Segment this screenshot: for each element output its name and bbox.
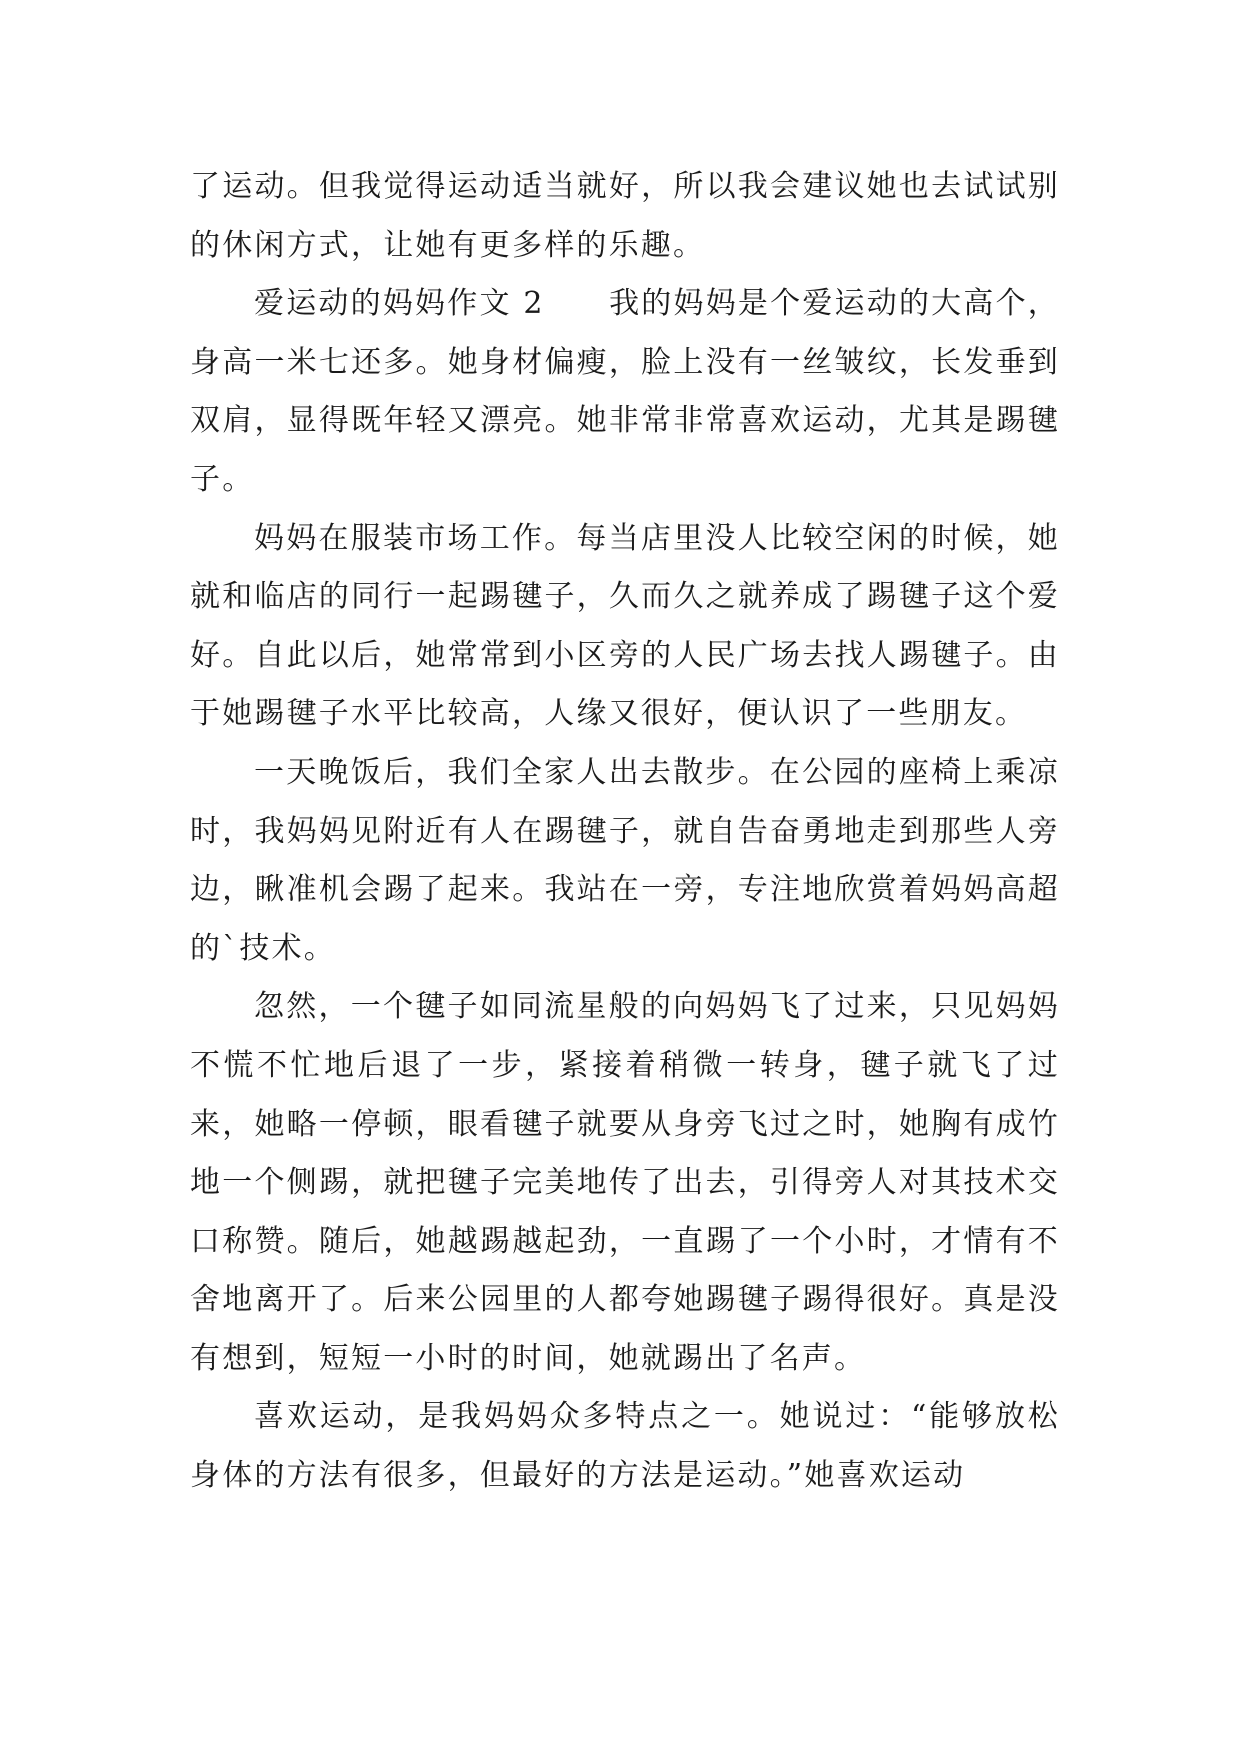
paragraph-4: 一天晚饭后，我们全家人出去散步。在公园的座椅上乘凉时，我妈妈见附近有人在踢毽子，就自告奋勇地走到那些人旁边，瞅准机会踢了起来。我站在一旁，专注地欣赏着妈妈高超的`技术。: [190, 754, 1060, 966]
paragraph-1: 了运动。但我觉得运动适当就好，所以我会建议她也去试试别的休闲方式，让她有更多样的乐趣。: [190, 169, 1060, 263]
paragraph-2: 爱运动的妈妈作文 2 我的妈妈是个爱运动的大高个，身高一米七还多。她身材偏瘦，脸上没有一丝皱纹，长发垂到双肩，显得既年轻又漂亮。她非常非常喜欢运动，尤其是踢毽子。: [190, 286, 1060, 497]
essay-body: [190, 158, 1060, 1506]
paragraph-5: 忽然，一个毽子如同流星般的向妈妈飞了过来，只见妈妈不慌不忙地后退了一步，紧接着稍微一转身，毽子就飞了过来，她略一停顿，眼看毽子就要从身旁飞过之时，她胸有成竹地一个侧踢，就把毽子完美地传了出去，引得旁人对其技术交口称赞。随后，她越踢越起劲，一直踢了一个小时，才情有不舍地离开了。后来公园里的人都夸她踢毽子踢得很好。真是没有想到，短短一小时的时间，她就踢出了名声。: [190, 989, 1060, 1376]
paragraph-3: 妈妈在服装市场工作。每当店里没人比较空闲的时候，她就和临店的同行一起踢毽子，久而久之就养成了踢毽子这个爱好。自此以后，她常常到小区旁的人民广场去找人踢毽子。由于她踢毽子水平比较高，人缘又很好，便认识了一些朋友。: [190, 520, 1060, 732]
paragraph-6: 喜欢运动，是我妈妈众多特点之一。她说过：“能够放松身体的方法有很多，但最好的方法是运动。”她喜欢运动: [190, 1399, 1060, 1494]
